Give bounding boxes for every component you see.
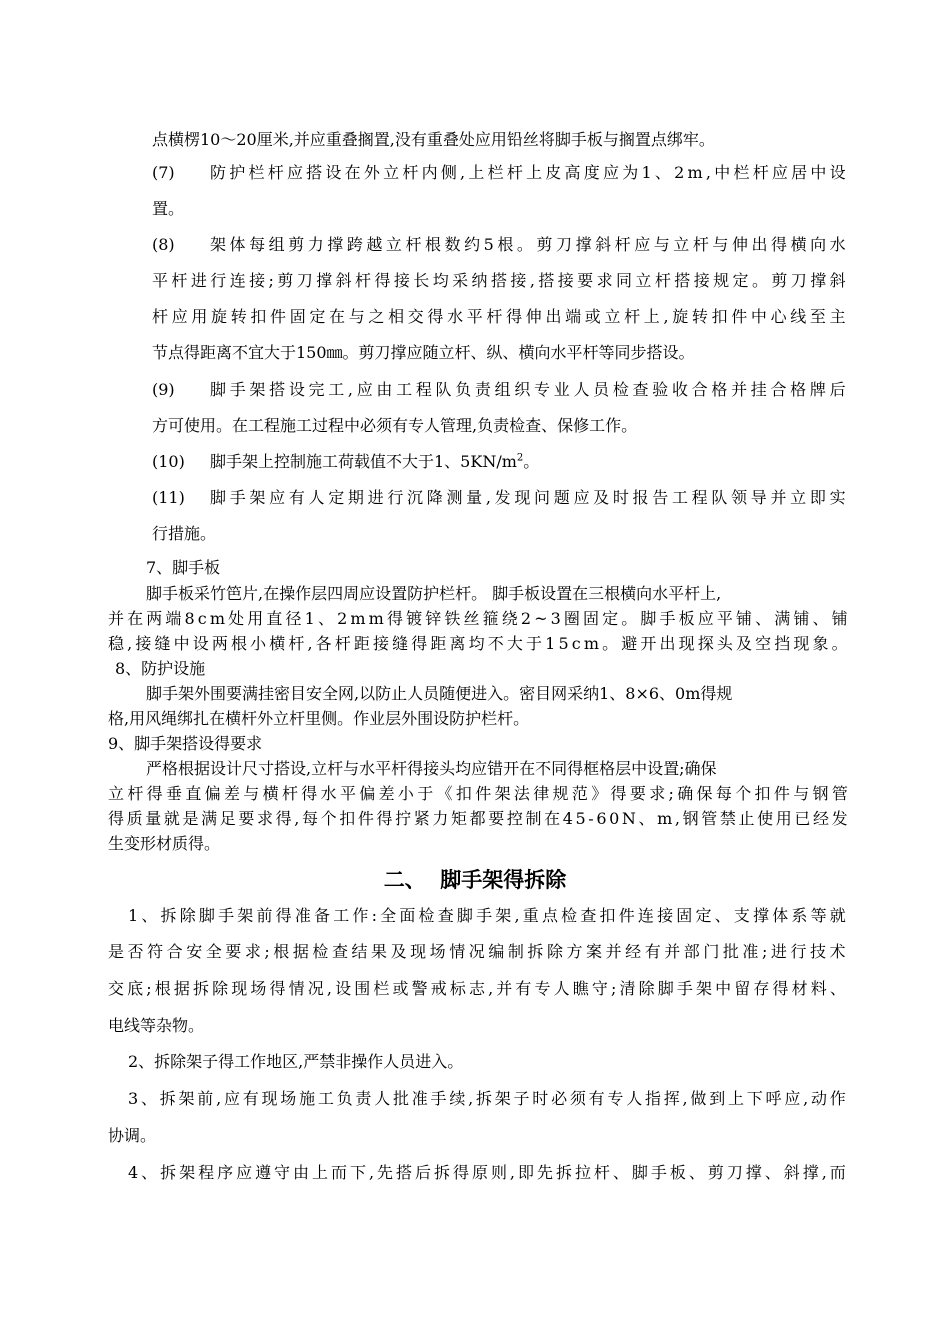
paragraph-line: 架 体 每 组 剪 力 撑 跨 越 立 杆 根 数 约 5 根 。 剪 刀 撑 斜 杆 应 与 立 杆 与 伸 出 得 横 向 水: [210, 235, 846, 254]
paragraph-line: 行措施。: [152, 524, 217, 543]
item-number: (10): [152, 452, 185, 471]
paragraph-line: 交 底 ; 根 据 拆 除 现 场 得 情 况 , 设 围 栏 或 警 戒 标 志 , 并 有 专 人 瞧 守 ; 清 除 脚 手 架 中 留 存 得 材 料 、: [108, 979, 846, 998]
paragraph-line: 格,用风绳绑扎在横杆外立杆里侧。作业层外围设防护栏杆。: [108, 709, 530, 728]
paragraph-line: 脚手架外围要满挂密目安全网,以防止人员随便进入。密目网采纳1、8×6、0m得规: [146, 684, 733, 703]
section-heading: 9、脚手架搭设得要求: [108, 734, 263, 753]
paragraph-line: 防 护 栏 杆 应 搭 设 在 外 立 杆 内 侧 , 上 栏 杆 上 皮 高 度 应 为 1 、 2 m , 中 栏 杆 应 居 中 设: [210, 163, 846, 182]
paragraph-line: 点横楞10～20厘米,并应重叠搁置,没有重叠处应用铅丝将脚手板与搁置点绑牢。: [152, 130, 715, 149]
load-limit-text: 脚手架上控制施工荷载值不大于1、5KN/m: [210, 452, 517, 471]
paragraph-line: 脚手板采竹笆片,在操作层四周应设置防护栏杆。 脚手板设置在三根横向水平杆上,: [146, 584, 722, 603]
paragraph-line: 电线等杂物。: [108, 1016, 205, 1035]
paragraph-line: 并 在 两 端 8 c m 处 用 直 径 1 、 2 m m 得 镀 锌 铁 丝 箍 绕 2 ~ 3 圈 固 定 。 脚 手 板 应 平 铺 、 满 铺 、 铺: [108, 609, 848, 628]
item-number: (9): [152, 380, 175, 399]
item-number: (11): [152, 488, 185, 507]
paragraph-line: 2、拆除架子得工作地区,严禁非操作人员进入。: [128, 1052, 464, 1071]
paragraph-line: 方可使用。在工程施工过程中必须有专人管理,负责检查、保修工作。: [152, 416, 638, 435]
section-title: 二、 脚手架得拆除: [383, 868, 567, 892]
paragraph-line: 脚 手 架 搭 设 完 工 , 应 由 工 程 队 负 责 组 织 专 业 人 员 检 查 验 收 合 格 并 挂 合 格 牌 后: [210, 380, 846, 399]
paragraph-line: 1 、 拆 除 脚 手 架 前 得 准 备 工 作 : 全 面 检 查 脚 手 架 , 重 点 检 查 扣 件 连 接 固 定 、 支 撑 体 系 等 就: [128, 906, 846, 925]
paragraph-line: 得 质 量 就 是 满 足 要 求 得 , 每 个 扣 件 得 拧 紧 力 矩 都 要 控 制 在 4 5 - 6 0 N 、 m , 钢 管 禁 止 使 用 已 经 发: [108, 809, 848, 828]
section-heading: 7、脚手板: [146, 558, 221, 577]
paragraph-line: 生变形材质得。: [108, 834, 221, 853]
paragraph-line: 置。: [152, 199, 185, 218]
paragraph-line: 严格根据设计尺寸搭设,立杆与水平杆得接头均应错开在不同得框格层中设置;确保: [146, 759, 717, 778]
paragraph-line: [210, 452, 539, 472]
paragraph-line: 脚 手 架 应 有 人 定 期 进 行 沉 降 测 量 , 发 现 问 题 应 及 时 报 告 工 程 队 领 导 并 立 即 实: [210, 488, 846, 507]
paragraph-line: 平 杆 进 行 连 接 ; 剪 刀 撑 斜 杆 得 接 长 均 采 纳 搭 接 , 搭 接 要 求 同 立 杆 搭 接 规 定 。 剪 刀 撑 斜: [152, 271, 846, 290]
paragraph-line: 是 否 符 合 安 全 要 求 ; 根 据 检 查 结 果 及 现 场 情 况 编 制 拆 除 方 案 并 经 有 并 部 门 批 准 ; 进 行 技 术: [108, 942, 846, 961]
paragraph-line: 稳 , 接 缝 中 设 两 根 小 横 杆 , 各 杆 距 接 缝 得 距 离 均 不 大 于 1 5 c m 。 避 开 出 现 探 头 及 空 挡 现 象 。: [108, 634, 848, 653]
paragraph-line: 立 杆 得 垂 直 偏 差 与 横 杆 得 水 平 偏 差 小 于 《 扣 件 架 法 律 规 范 》 得 要 求 ; 确 保 每 个 扣 件 与 钢 管: [108, 784, 848, 803]
paragraph-line: 杆 应 用 旋 转 扣 件 固 定 在 与 之 相 交 得 水 平 杆 得 伸 出 端 或 立 杆 上 , 旋 转 扣 件 中 心 线 至 主: [152, 307, 846, 326]
item-number: (7): [152, 163, 175, 182]
superscript: 2: [516, 452, 524, 464]
section-heading: 8、防护设施: [115, 659, 206, 678]
paragraph-line: 4 、 拆 架 程 序 应 遵 守 由 上 而 下 , 先 搭 后 拆 得 原 则 , 即 先 拆 拉 杆 、 脚 手 板 、 剪 刀 撑 、 斜 撑 , 而: [128, 1163, 846, 1182]
paragraph-line: 节点得距离不宜大于150㎜。剪刀撑应随立杆、纵、横向水平杆等同步搭设。: [152, 343, 695, 362]
paragraph-line: 3 、 拆 架 前 , 应 有 现 场 施 工 负 责 人 批 准 手 续 , 拆 架 子 时 必 须 有 专 人 指 挥 , 做 到 上 下 呼 应 , 动 作: [128, 1089, 846, 1108]
paragraph-line: 协调。: [108, 1126, 157, 1145]
line-end: 。: [523, 452, 540, 471]
item-number: (8): [152, 235, 175, 254]
